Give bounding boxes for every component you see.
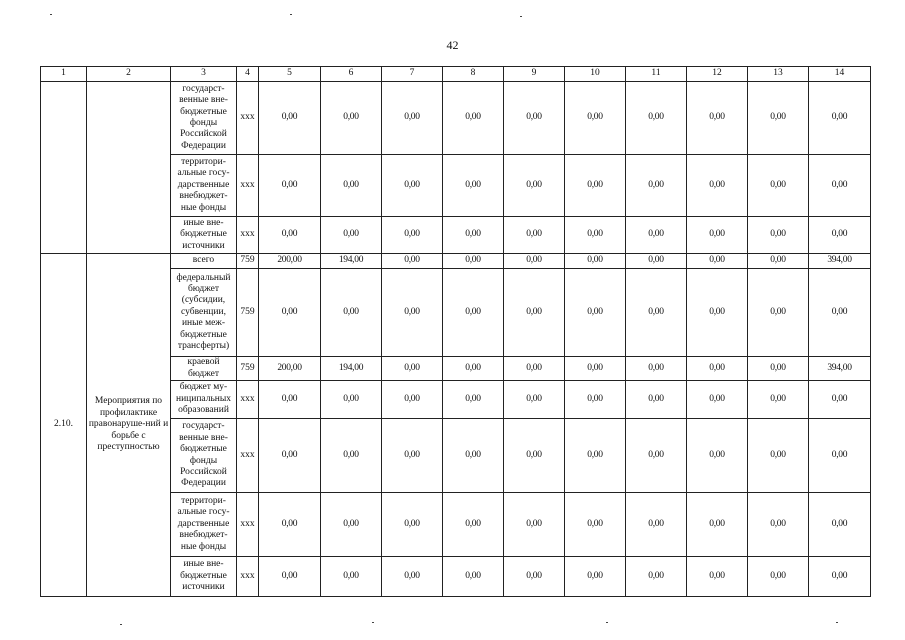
amount-cell: 0,00 — [321, 217, 382, 254]
measure-name: Мероприятия по профилактике правонаруше-ний и борьбе с преступностью — [87, 254, 171, 597]
column-header: 1 — [41, 67, 87, 82]
scan-speck — [290, 14, 292, 15]
amount-cell: 0,00 — [504, 217, 565, 254]
amount-cell: 0,00 — [809, 493, 871, 557]
funding-source: территори-альные госу-дарственные внебюджет-ные фонды — [171, 155, 237, 217]
amount-cell: 0,00 — [565, 82, 626, 155]
amount-cell: 0,00 — [687, 557, 748, 597]
amount-cell: 0,00 — [382, 269, 443, 357]
measure-number-cell — [41, 82, 87, 254]
measure-name-cell — [87, 82, 171, 254]
amount-cell: 0,00 — [626, 357, 687, 381]
amount-cell: 0,00 — [626, 82, 687, 155]
amount-cell: 0,00 — [687, 357, 748, 381]
amount-cell: 0,00 — [504, 357, 565, 381]
amount-cell: 0,00 — [443, 254, 504, 269]
amount-cell: 0,00 — [382, 419, 443, 493]
amount-cell: 0,00 — [259, 82, 321, 155]
amount-cell: 0,00 — [748, 254, 809, 269]
amount-cell: 0,00 — [259, 381, 321, 419]
amount-cell: 0,00 — [748, 557, 809, 597]
amount-cell: 0,00 — [809, 381, 871, 419]
funding-source: иные вне-бюджетные источники — [171, 217, 237, 254]
amount-cell: 0,00 — [809, 82, 871, 155]
amount-cell: 0,00 — [565, 254, 626, 269]
scan-speck — [372, 622, 374, 623]
amount-cell: 0,00 — [382, 381, 443, 419]
amount-cell: 0,00 — [687, 419, 748, 493]
amount-cell: 0,00 — [321, 155, 382, 217]
budget-code: ххх — [237, 217, 259, 254]
budget-code: ххх — [237, 493, 259, 557]
amount-cell: 0,00 — [687, 269, 748, 357]
column-header: 11 — [626, 67, 687, 82]
amount-cell: 0,00 — [504, 269, 565, 357]
amount-cell: 0,00 — [626, 557, 687, 597]
amount-cell: 0,00 — [504, 493, 565, 557]
amount-cell: 0,00 — [259, 269, 321, 357]
amount-cell: 0,00 — [504, 82, 565, 155]
funding-source: территори-альные госу-дарственные внебюджет-ные фонды — [171, 493, 237, 557]
amount-cell: 0,00 — [809, 557, 871, 597]
scan-speck — [120, 624, 122, 625]
funding-source: бюджет му-ниципальных образований — [171, 381, 237, 419]
amount-cell: 0,00 — [504, 254, 565, 269]
column-header: 10 — [565, 67, 626, 82]
amount-cell: 0,00 — [259, 493, 321, 557]
amount-cell: 0,00 — [687, 493, 748, 557]
amount-cell: 0,00 — [809, 155, 871, 217]
amount-cell: 194,00 — [321, 357, 382, 381]
amount-cell: 0,00 — [504, 381, 565, 419]
amount-cell: 0,00 — [443, 381, 504, 419]
measure-number: 2.10. — [41, 254, 87, 597]
funding-source: государст-венные вне-бюджетные фонды Российской Федерации — [171, 82, 237, 155]
amount-cell: 0,00 — [748, 155, 809, 217]
column-header: 2 — [87, 67, 171, 82]
amount-cell: 0,00 — [504, 419, 565, 493]
column-header: 3 — [171, 67, 237, 82]
amount-cell: 0,00 — [443, 269, 504, 357]
amount-cell: 0,00 — [809, 217, 871, 254]
amount-cell: 0,00 — [748, 217, 809, 254]
amount-cell: 0,00 — [626, 254, 687, 269]
column-header: 6 — [321, 67, 382, 82]
column-header: 13 — [748, 67, 809, 82]
amount-cell: 0,00 — [259, 557, 321, 597]
amount-cell: 0,00 — [565, 419, 626, 493]
amount-cell: 0,00 — [565, 381, 626, 419]
amount-cell: 0,00 — [443, 419, 504, 493]
amount-cell: 0,00 — [382, 155, 443, 217]
amount-cell: 0,00 — [748, 82, 809, 155]
amount-cell: 194,00 — [321, 254, 382, 269]
scan-speck — [50, 14, 52, 15]
amount-cell: 0,00 — [809, 269, 871, 357]
amount-cell: 0,00 — [565, 357, 626, 381]
amount-cell: 0,00 — [259, 155, 321, 217]
amount-cell: 0,00 — [748, 419, 809, 493]
amount-cell: 0,00 — [626, 381, 687, 419]
amount-cell: 394,00 — [809, 357, 871, 381]
column-header: 9 — [504, 67, 565, 82]
amount-cell: 0,00 — [687, 155, 748, 217]
amount-cell: 0,00 — [809, 419, 871, 493]
amount-cell: 0,00 — [565, 493, 626, 557]
amount-cell: 0,00 — [321, 82, 382, 155]
funding-source: краевой бюджет — [171, 357, 237, 381]
amount-cell: 0,00 — [626, 217, 687, 254]
budget-code: ххх — [237, 419, 259, 493]
amount-cell: 200,00 — [259, 357, 321, 381]
scan-speck — [836, 622, 838, 623]
amount-cell: 0,00 — [382, 557, 443, 597]
amount-cell: 0,00 — [259, 217, 321, 254]
amount-cell: 0,00 — [565, 557, 626, 597]
scan-speck — [606, 622, 608, 623]
header-row — [41, 67, 871, 82]
amount-cell: 0,00 — [748, 381, 809, 419]
amount-cell: 0,00 — [321, 493, 382, 557]
amount-cell: 0,00 — [382, 217, 443, 254]
budget-code: ххх — [237, 557, 259, 597]
funding-source: государст-венные вне-бюджетные фонды Российской Федерации — [171, 419, 237, 493]
amount-cell: 0,00 — [626, 493, 687, 557]
amount-cell: 0,00 — [626, 419, 687, 493]
amount-cell: 0,00 — [687, 254, 748, 269]
amount-cell: 0,00 — [687, 217, 748, 254]
funding-source: всего — [171, 254, 237, 269]
amount-cell: 0,00 — [687, 82, 748, 155]
budget-code: ххх — [237, 82, 259, 155]
amount-cell: 0,00 — [626, 269, 687, 357]
amount-cell: 0,00 — [382, 493, 443, 557]
amount-cell: 0,00 — [565, 155, 626, 217]
amount-cell: 0,00 — [382, 82, 443, 155]
amount-cell: 0,00 — [321, 557, 382, 597]
amount-cell: 0,00 — [565, 217, 626, 254]
amount-cell: 0,00 — [443, 493, 504, 557]
amount-cell: 0,00 — [321, 419, 382, 493]
column-header: 7 — [382, 67, 443, 82]
column-header: 4 — [237, 67, 259, 82]
table-row — [41, 82, 871, 155]
amount-cell: 0,00 — [321, 381, 382, 419]
amount-cell: 0,00 — [443, 82, 504, 155]
budget-code: ххх — [237, 381, 259, 419]
amount-cell: 0,00 — [443, 217, 504, 254]
amount-cell: 0,00 — [504, 557, 565, 597]
budget-code: 759 — [237, 357, 259, 381]
funding-source: иные вне-бюджетные источники — [171, 557, 237, 597]
amount-cell: 0,00 — [382, 254, 443, 269]
amount-cell: 0,00 — [687, 381, 748, 419]
funding-source: федеральный бюджет (субсидии, субвенции, иные меж-бюджетные трансферты) — [171, 269, 237, 357]
amount-cell: 0,00 — [565, 269, 626, 357]
budget-code: 759 — [237, 269, 259, 357]
column-header: 14 — [809, 67, 871, 82]
budget-code: 759 — [237, 254, 259, 269]
amount-cell: 0,00 — [504, 155, 565, 217]
budget-table — [40, 66, 871, 597]
amount-cell: 0,00 — [259, 419, 321, 493]
amount-cell: 0,00 — [321, 269, 382, 357]
amount-cell: 0,00 — [443, 357, 504, 381]
amount-cell: 0,00 — [382, 357, 443, 381]
column-header: 5 — [259, 67, 321, 82]
amount-cell: 0,00 — [748, 357, 809, 381]
column-header: 8 — [443, 67, 504, 82]
amount-cell: 0,00 — [748, 269, 809, 357]
budget-code: ххх — [237, 155, 259, 217]
amount-cell: 394,00 — [809, 254, 871, 269]
amount-cell: 0,00 — [443, 557, 504, 597]
table-row — [41, 254, 871, 269]
page-number: 42 — [446, 38, 459, 52]
amount-cell: 0,00 — [626, 155, 687, 217]
column-header: 12 — [687, 67, 748, 82]
amount-cell: 0,00 — [443, 155, 504, 217]
table-body — [41, 82, 871, 597]
amount-cell: 200,00 — [259, 254, 321, 269]
amount-cell: 0,00 — [748, 493, 809, 557]
scan-speck — [520, 16, 522, 17]
